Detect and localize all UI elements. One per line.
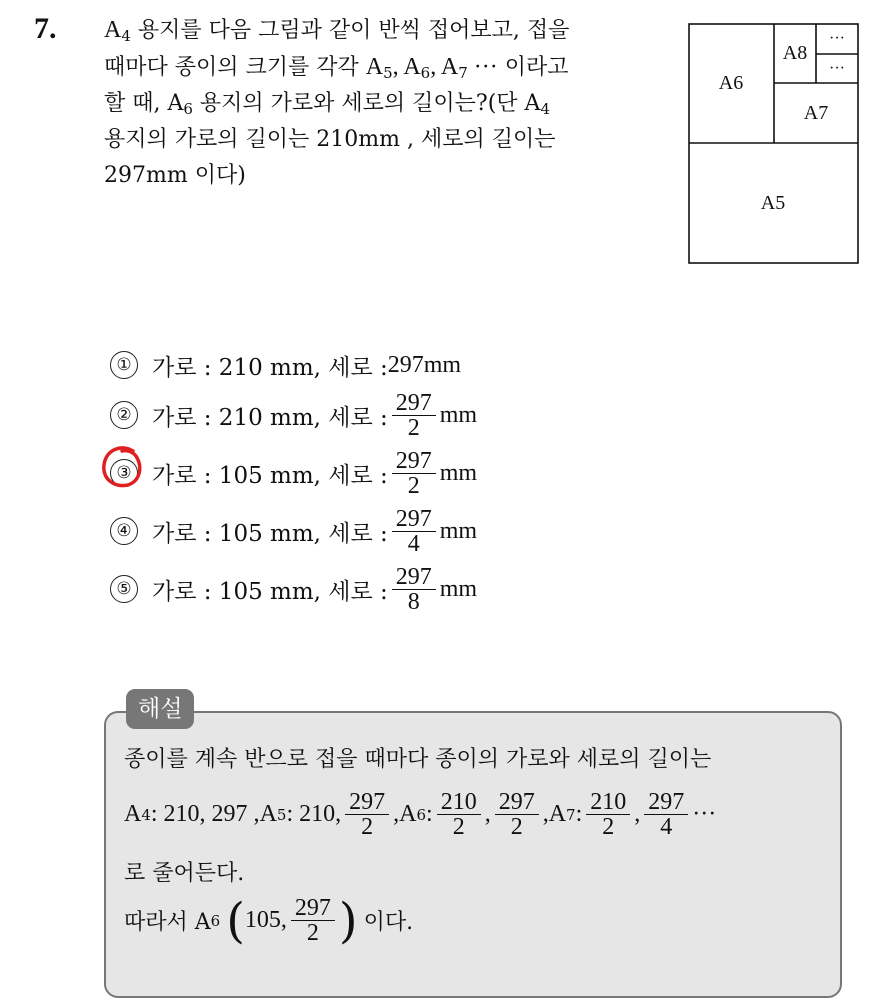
paper-sub: 4 — [121, 27, 131, 45]
choice-text: 가로 : 210 mm, 세로 : — [152, 354, 388, 381]
a5-values: : 210, — [286, 801, 342, 827]
a7-label: A7 — [803, 101, 829, 124]
choice-fraction: $\frac{297}{4}$ — [394, 507, 434, 556]
question-line: 용지의 가로의 길이는 210mm , 세로의 길이는 — [104, 127, 556, 152]
choice-unit: mm — [439, 575, 478, 602]
choice-3[interactable] — [110, 444, 477, 502]
a5-label: A5 — [760, 191, 786, 214]
selected-answer-circle — [100, 445, 144, 489]
choice-2[interactable] — [110, 386, 477, 444]
choice-text: 가로 : 210 mm, 세로 : — [152, 404, 388, 431]
choice-unit: mm — [439, 517, 478, 544]
explanation-line-4: 따라서 A 6 ( 105, $\frac{297}{2}$ ) 이다. — [124, 892, 414, 949]
fraction: $\frac{210}{2}$ — [588, 790, 628, 839]
question-line: 때마다 종이의 크기를 각각 — [104, 55, 366, 80]
explanation-tag: 해설 — [126, 689, 194, 729]
paper-sub: 6 — [183, 100, 193, 118]
question-line: 할 때, A — [104, 91, 184, 116]
ellipsis: ··· — [692, 801, 717, 827]
paper-label: A — [104, 17, 122, 43]
choice-fraction: $\frac{297}{2}$ — [394, 449, 434, 498]
choice-marker: ④ — [110, 517, 138, 545]
conclusion-text: 따라서 A — [124, 910, 211, 935]
choice-unit: mm — [423, 351, 462, 378]
paper-sub: 4 — [540, 100, 550, 118]
choice-unit: mm — [439, 459, 478, 486]
choice-text: 가로 : 105 mm, 세로 : — [152, 578, 388, 605]
a6-label: A6 — [718, 71, 744, 94]
question-text: $A_4$ 용지를 다음 그림과 같이 반씩 접어보고, 접을 때마다 종이의 크기를 각각 $A_5$, $A_6$, $A_7$ ··· 이라고 할 때, $A_6$ 용지의 가로와 세로의 길이는?(단 $A_4$ 용지의 가로의 길이는 210mm , 세로의 길이는 297mm 이다) — [104, 12, 664, 194]
fraction: $\frac{297}{2}$ — [347, 790, 387, 839]
paper-sub: 6 — [420, 64, 431, 82]
a8-label: A8 — [782, 41, 808, 64]
choice-marker: ① — [110, 351, 138, 379]
fraction: $\frac{210}{2}$ — [439, 790, 479, 839]
choice-marker: ⑤ — [110, 575, 138, 603]
paper-label: A — [124, 801, 142, 827]
paper-sub: 7 — [458, 64, 468, 82]
paper-fold-diagram — [688, 23, 859, 264]
question-line: 이라고 — [497, 55, 569, 80]
paper-sub: 5 — [383, 64, 393, 82]
choice-fraction: $\frac{297}{8}$ — [394, 565, 434, 614]
choice-5[interactable] — [110, 560, 477, 618]
choice-value: 297 — [387, 351, 424, 378]
dots-bottom: ··· — [829, 59, 845, 77]
question-line: 용지의 가로와 세로의 길이는?(단 A — [192, 91, 541, 116]
a4-values: : 210, 297 , — [150, 801, 260, 827]
choice-4[interactable] — [110, 502, 477, 560]
paper-label: A — [399, 801, 417, 827]
explanation-line-1: 종이를 계속 반으로 접을 때마다 종이의 가로와 세로의 길이는 — [124, 747, 712, 772]
question-line: 297mm 이다) — [104, 163, 246, 188]
fraction: $\frac{297}{2}$ — [293, 896, 333, 945]
choice-marker: ② — [110, 401, 138, 429]
conclusion-text: 이다. — [363, 910, 414, 935]
fraction: $\frac{297}{4}$ — [646, 790, 686, 839]
explanation-line-3: 로 줄어든다. — [124, 861, 245, 886]
dots-top: ··· — [829, 29, 845, 47]
a6-width: 105, — [244, 907, 287, 933]
choice-fraction: $\frac{297}{2}$ — [394, 391, 434, 440]
question-number: 7. — [34, 12, 57, 45]
choice-text: 가로 : 105 mm, 세로 : — [152, 520, 388, 547]
explanation-line-2: A 4 : 210, 297 , A 5 : 210, $\frac{297}{2}$ , A 6 : $\frac{210}{2}$ , $\frac{297}{2}$ , A 7 : $\frac{210}{2}$ , $\frac{297}{4}$ ··· — [124, 789, 717, 840]
fraction: $\frac{297}{2}$ — [497, 790, 537, 839]
question-line: 용지를 다음 그림과 같이 반씩 접어보고, 접을 — [130, 18, 570, 43]
paper-label: A — [259, 801, 277, 827]
choice-text: 가로 : 105 mm, 세로 : — [152, 462, 388, 489]
paper-label: A — [548, 801, 567, 827]
choice-unit: mm — [439, 401, 478, 428]
choice-marker: ③ — [110, 459, 138, 487]
